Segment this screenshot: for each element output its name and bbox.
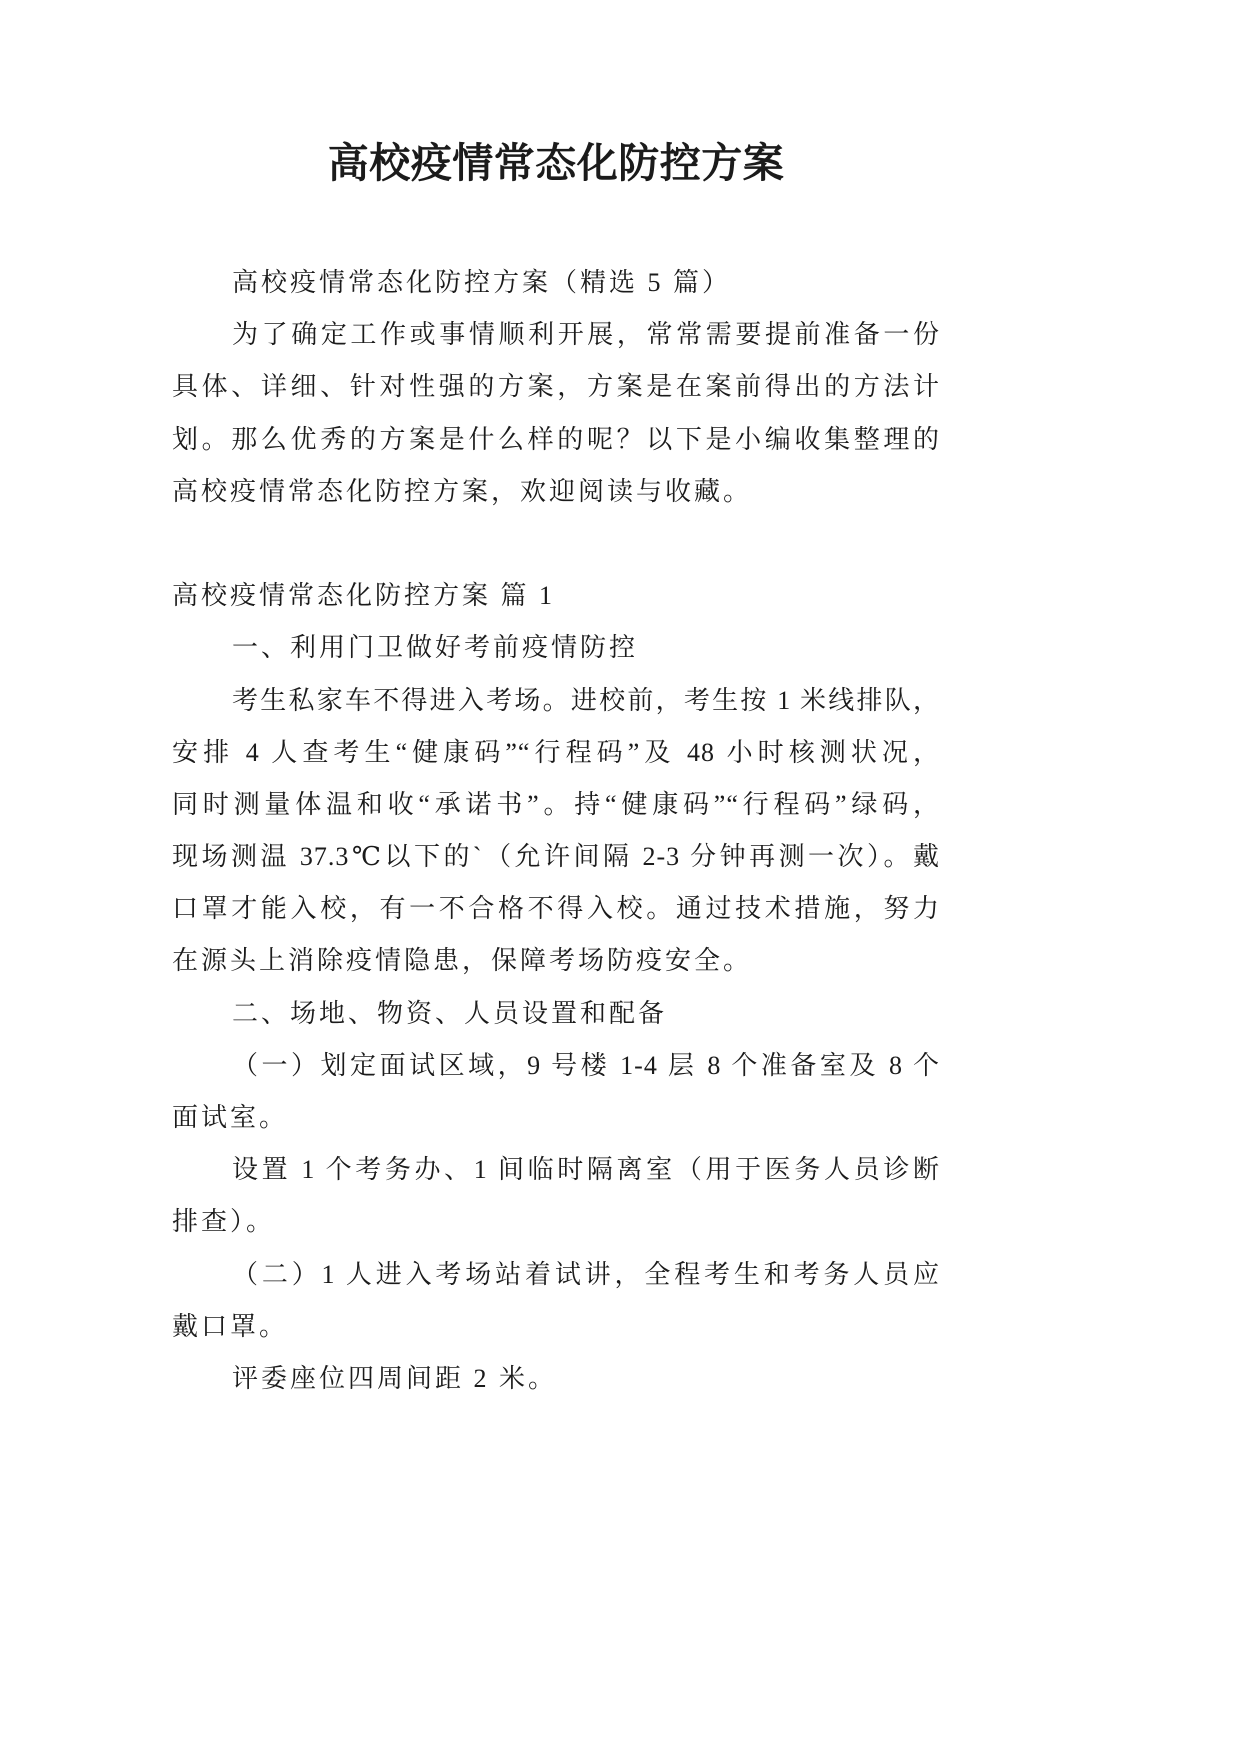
section-2-item-2 <box>172 1249 940 1353</box>
paragraph-line: （一）划定面试区域，9 号楼 1-4 层 8 个准备室及 8 个 <box>232 1050 940 1080</box>
paragraph-line: 口罩才能入校，有一不合格不得入校。通过技术措施，努力 <box>172 894 940 924</box>
article-heading: 高校疫情常态化防控方案 篇 1 <box>172 581 556 611</box>
section-2-item-1-detail <box>172 1144 940 1248</box>
paragraph-line: 设置 1 个考务办、1 间临时隔离室（用于医务人员诊断 <box>232 1155 940 1185</box>
paragraph-line: 在源头上消除疫情隐患，保障考场防疫安全。 <box>172 946 753 976</box>
section-1-paragraph <box>172 675 940 988</box>
section-2-item-2-detail: 评委座位四周间距 2 米。 <box>232 1363 558 1393</box>
intro-paragraph-line: 划。那么优秀的方案是什么样的呢？以下是小编收集整理的 <box>172 424 940 454</box>
section-heading-2: 二、场地、物资、人员设置和配备 <box>232 998 668 1028</box>
blank-line <box>172 518 940 570</box>
document-body <box>172 257 940 1405</box>
paragraph-line: 戴口罩。 <box>172 1311 289 1341</box>
document-title: 高校疫情常态化防控方案 <box>327 140 785 186</box>
paragraph-line: 考生私家车不得进入考场。进校前，考生按 1 米线排队， <box>232 685 940 715</box>
intro-heading: 高校疫情常态化防控方案（精选 5 篇） <box>232 268 732 297</box>
intro-paragraph-line: 具体、详细、针对性强的方案，方案是在案前得出的方法计 <box>172 372 940 402</box>
paragraph-line: 同时测量体温和收“承诺书”。持“健康码”“行程码”绿码， <box>172 789 940 819</box>
paragraph-line: （二）1 人进入考场站着试讲，全程考生和考务人员应 <box>232 1259 940 1289</box>
intro-paragraph <box>172 309 940 518</box>
paragraph-line: 排查）。 <box>172 1207 276 1237</box>
paragraph-line: 面试室。 <box>172 1103 289 1132</box>
intro-paragraph-line: 为了确定工作或事情顺利开展，常常需要提前准备一份 <box>232 320 940 350</box>
paragraph-line: 现场测温 37.3℃以下的`（允许间隔 2-3 分钟再测一次）。戴 <box>172 842 940 872</box>
paragraph-line: 安排 4 人查考生“健康码”“行程码”及 48 小时核测状况， <box>172 737 940 767</box>
section-2-item-1 <box>172 1040 940 1144</box>
intro-paragraph-line: 高校疫情常态化防控方案，欢迎阅读与收藏。 <box>172 476 753 506</box>
section-heading-1: 一、利用门卫做好考前疫情防控 <box>232 633 639 663</box>
